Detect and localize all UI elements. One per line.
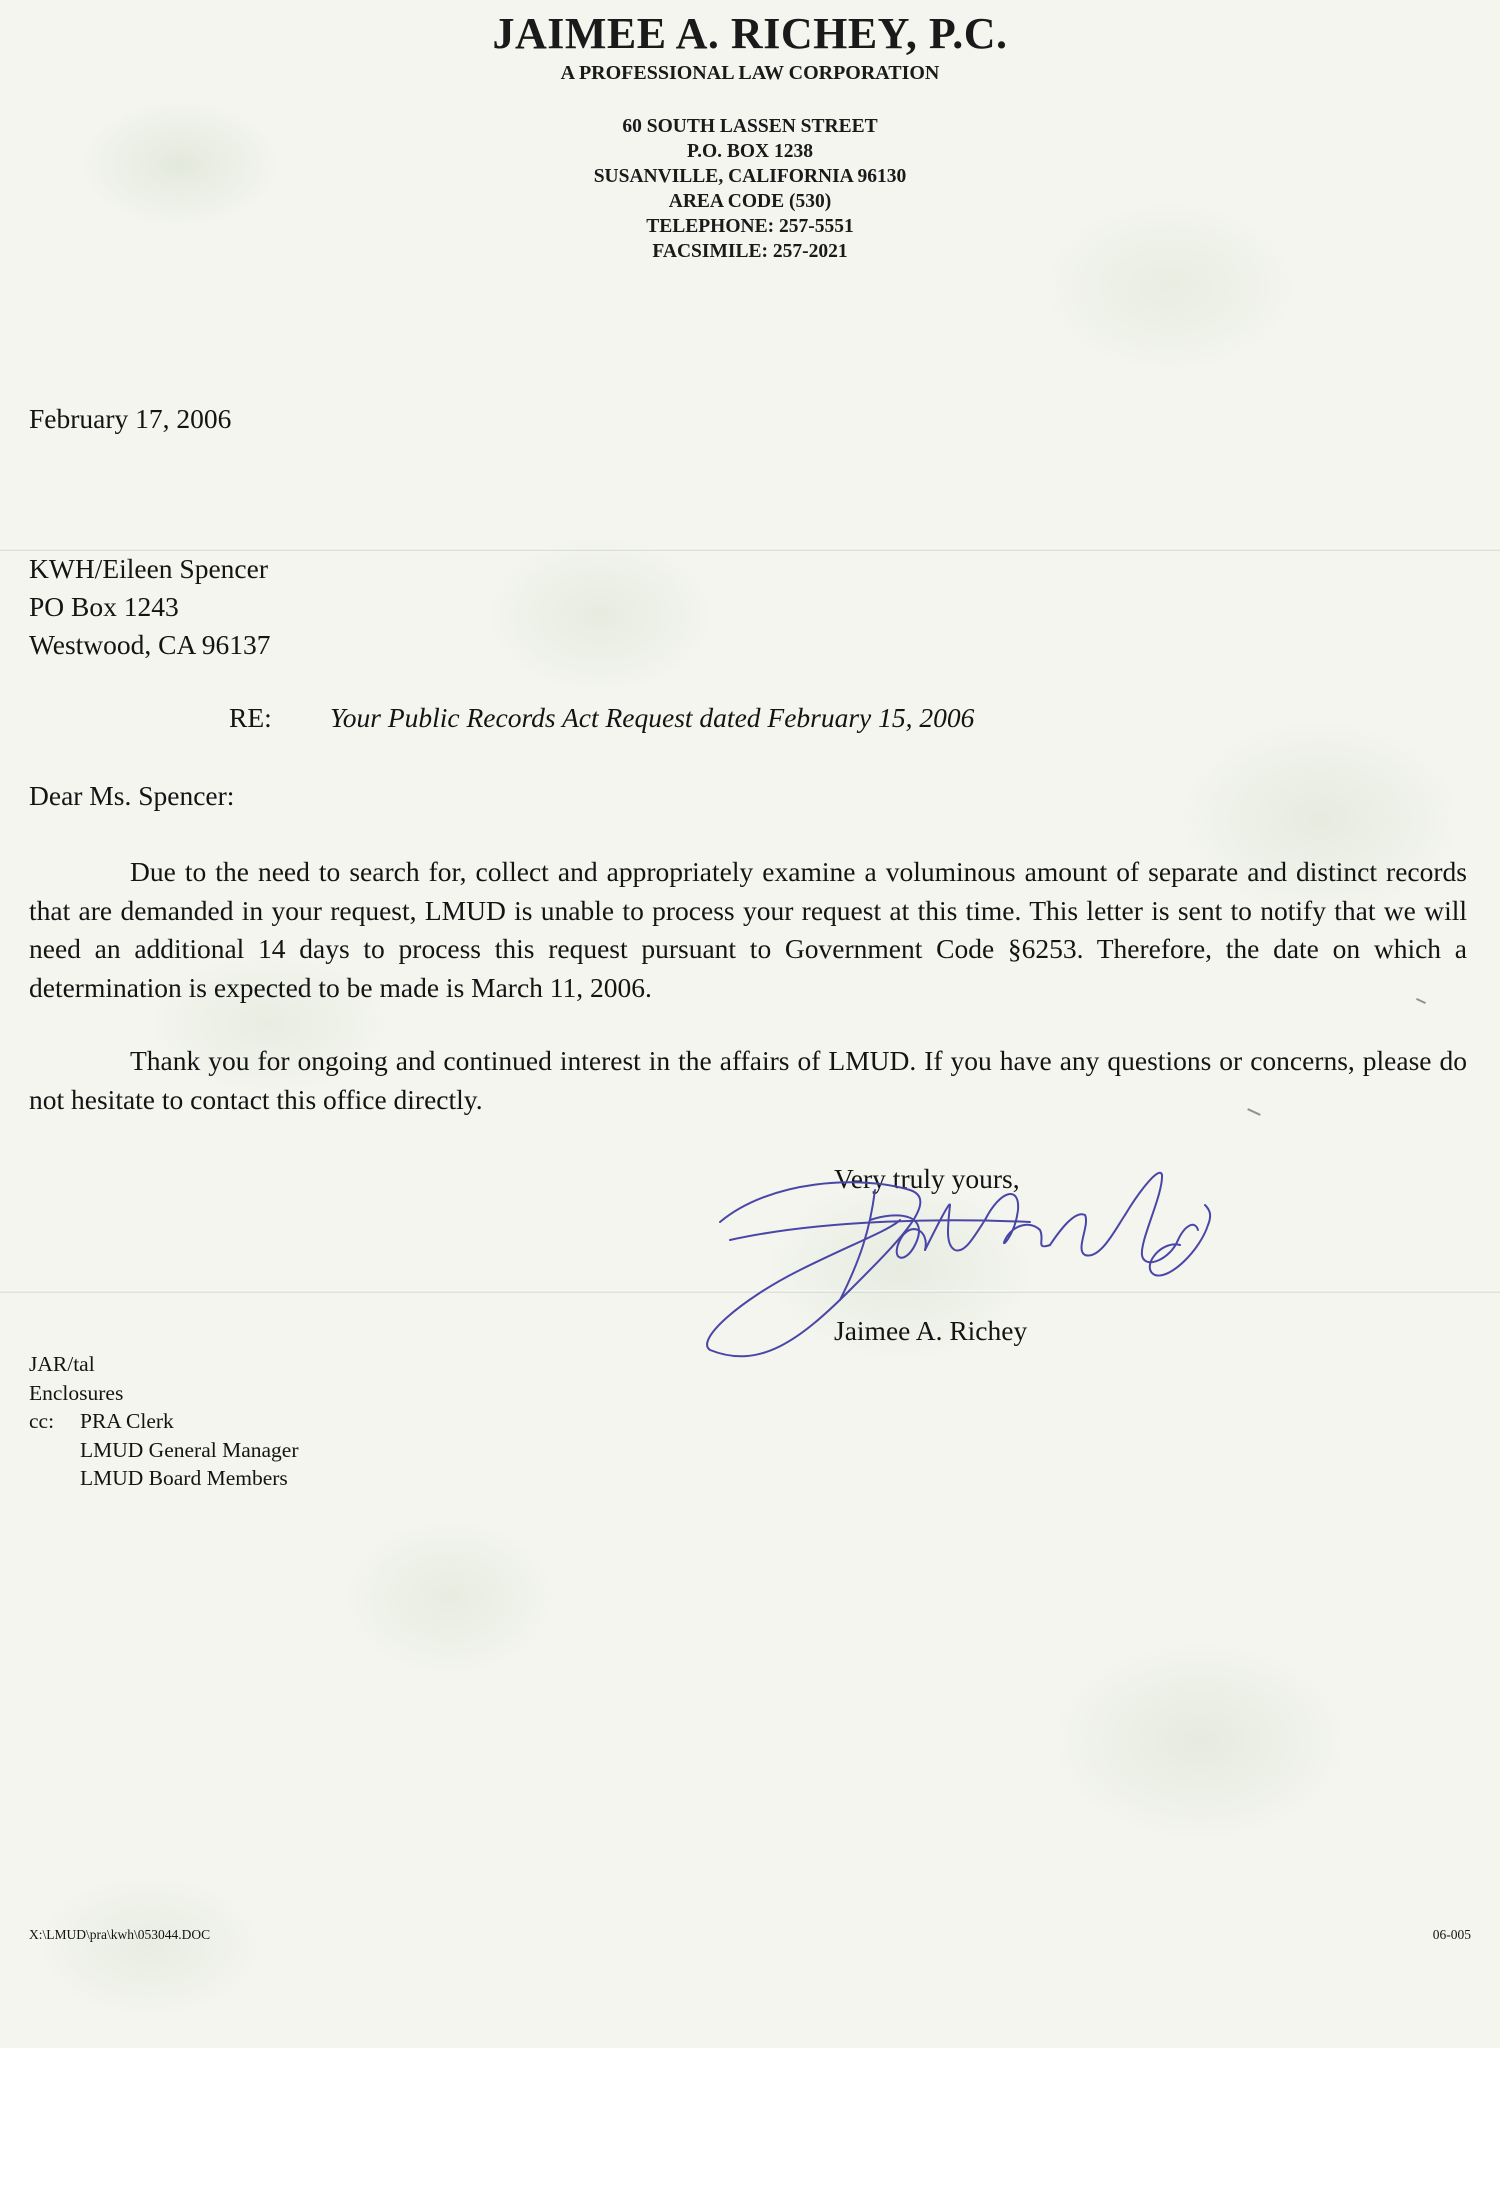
file-path: X:\LMUD\pra\kwh\053044.DOC [29,1927,211,1942]
telephone-line: TELEPHONE: 257-5551 [646,216,854,237]
cc-recipient: LMUD Board Members [80,1466,288,1490]
typist-initials: JAR/tal [29,1352,95,1376]
cc-recipient: PRA Clerk [80,1409,174,1433]
letterhead [0,8,1500,264]
recipient-city: Westwood, CA 96137 [29,629,271,660]
address-line: SUSANVILLE, CALIFORNIA 96130 [593,166,907,187]
re-label: RE: [229,702,272,733]
recipient-po-box: PO Box 1243 [29,591,179,622]
letter-date: February 17, 2006 [29,403,232,434]
facsimile-line: FACSIMILE: 257-2021 [652,241,848,262]
cc-block [29,1407,299,1493]
address-line: P.O. BOX 1238 [686,141,814,162]
firm-type: A PROFESSIONAL LAW CORPORATION [560,62,940,84]
re-subject: Your Public Records Act Request dated February 15, 2006 [330,702,975,733]
document-code: 06-005 [1432,1927,1471,1942]
firm-address [0,114,1500,264]
body-paragraph: Due to the need to search for, collect and appropriately examine a voluminous amount of separate and distinct records that are demanded in your request, LMUD is unable to process your request at this time. This letter is sent to notify that we will need an additional 14 days to process this request pursuant to Government Code §6253. Therefore, the date on which a determination is expected to be made is March 11, 2006. [29,856,1467,1003]
cc-label: cc: [29,1409,55,1433]
recipient-address [29,550,270,664]
firm-name: JAIMEE A. RICHEY, P.C. [492,9,1008,58]
closing: Very truly yours, [834,1163,1020,1194]
cc-recipient: LMUD General Manager [80,1437,299,1462]
address-line: AREA CODE (530) [668,191,832,212]
recipient-name: KWH/Eileen Spencer [29,553,269,584]
letter-notations [29,1350,299,1493]
signer-name: Jaimee A. Richey [834,1315,1028,1346]
salutation: Dear Ms. Spencer: [29,780,235,811]
cc-list [80,1407,299,1493]
address-line: 60 SOUTH LASSEN STREET [622,116,878,137]
enclosures-notation: Enclosures [29,1380,124,1405]
body-paragraph: Thank you for ongoing and continued interest in the affairs of LMUD. If you have any questions or concerns, please do not hesitate to contact this office directly. [29,1045,1467,1115]
